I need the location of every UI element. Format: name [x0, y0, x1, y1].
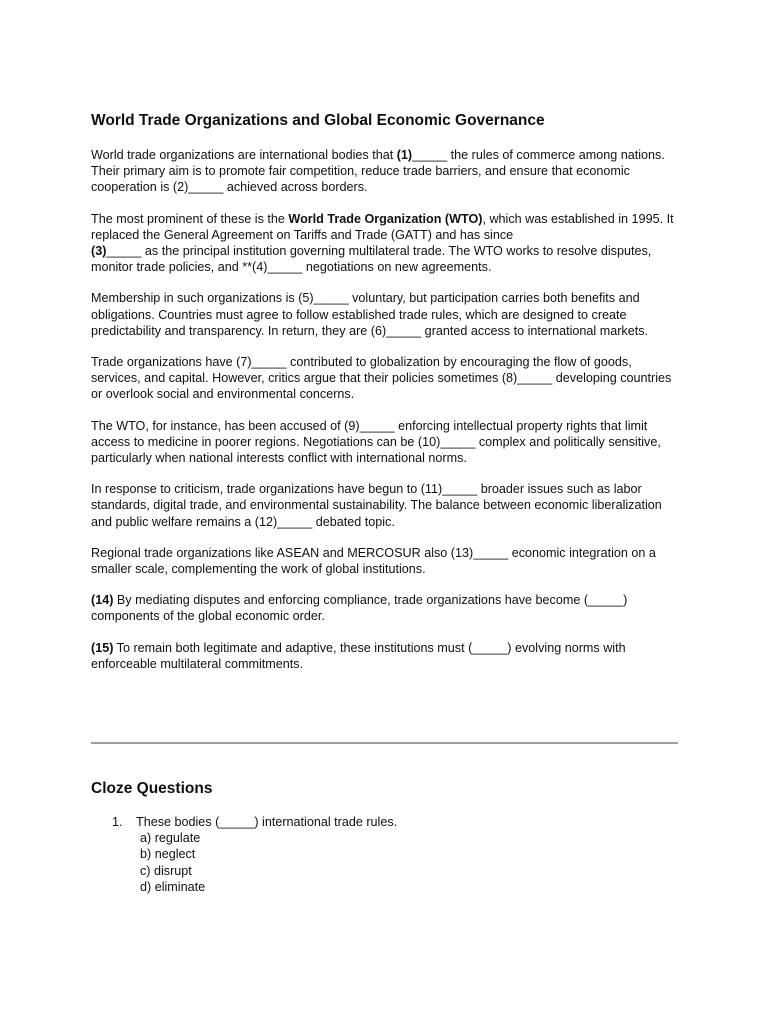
- question-number: 1.: [112, 815, 123, 829]
- paragraph-text: By mediating disputes and enforcing compliance, trade organizations have become (_____) components of the global economic order.: [91, 593, 628, 624]
- paragraph-6: In response to criticism, trade organizations have begun to (11)_____ broader issues such as labor standards, digital trade, and environmental sustainability. The balance between economic liberalization and public welfare remains a (12)_____ debated topic.: [91, 482, 662, 529]
- question-item: [112, 814, 397, 895]
- answer-option: c) disrupt: [140, 863, 192, 878]
- blank-number: (1): [396, 148, 413, 162]
- passage: [91, 111, 681, 687]
- paragraph-text: To remain both legitimate and adaptive, these institutions must (_____) evolving norms with enforceable multilateral commitments.: [91, 640, 626, 671]
- paragraph-text: _____ the rules of commerce among nations. Their primary aim is to promote fair competition, reduce trade barriers, and ensure that economic cooperation is (2)_____ achieved across borders.: [91, 148, 665, 195]
- paragraph-text: _____ as the principal institution governing multilateral trade. The WTO works to resolve disputes, monitor trade policies, and **(4)_____ negotiations on new agreements.: [91, 244, 652, 275]
- paragraph-4: Trade organizations have (7)_____ contributed to globalization by encouraging the flow of goods, services, and capital. However, critics argue that their policies sometimes (8)_____ developing countries or overlook social and environmental concerns.: [91, 355, 672, 402]
- blank-number: (3): [91, 244, 107, 259]
- paragraph-5: The WTO, for instance, has been accused of (9)_____ enforcing intellectual property rights that limit access to medicine in poorer regions. Negotiations can be (10)_____ complex and politically sensitive, particularly when national interests conflict with international norms.: [91, 418, 661, 466]
- blank-number: (14): [91, 593, 114, 608]
- paragraph-9: [91, 640, 681, 672]
- question-text: These bodies (_____) international trade rules.: [136, 815, 398, 829]
- paragraph-1: [91, 147, 681, 196]
- page-title: World Trade Organizations and Global Economic Governance: [91, 112, 545, 129]
- answer-options: [112, 830, 397, 895]
- section-divider: [91, 742, 678, 744]
- paragraph-8: [91, 592, 681, 624]
- cloze-heading: Cloze Questions: [91, 780, 213, 797]
- paragraph-3: Membership in such organizations is (5)_____ voluntary, but participation carries both benefits and obligations. Countries must agree to follow established trade rules, which are designed to create predictability and transparency. In return, they are (6)_____ granted access to international markets.: [91, 291, 648, 338]
- paragraph-text: , which was established in 1995. It replaced the General Agreement on Tariffs and Trade (GATT) and has since: [91, 211, 674, 242]
- paragraph-7: Regional trade organizations like ASEAN and MERCOSUR also (13)_____ economic integration on a smaller scale, complementing the work of global institutions.: [91, 545, 656, 577]
- paragraph-2: [91, 211, 681, 276]
- answer-option: b) neglect: [140, 847, 196, 862]
- answer-option: a) regulate: [140, 831, 201, 846]
- emphasis-text: World Trade Organization (WTO): [288, 211, 483, 226]
- blank-number: (15): [91, 640, 114, 655]
- question-list: [112, 814, 397, 895]
- paragraph-text: World trade organizations are international bodies that: [91, 148, 397, 162]
- paragraph-text: The most prominent of these is the: [91, 211, 289, 226]
- answer-option: d) eliminate: [140, 879, 206, 894]
